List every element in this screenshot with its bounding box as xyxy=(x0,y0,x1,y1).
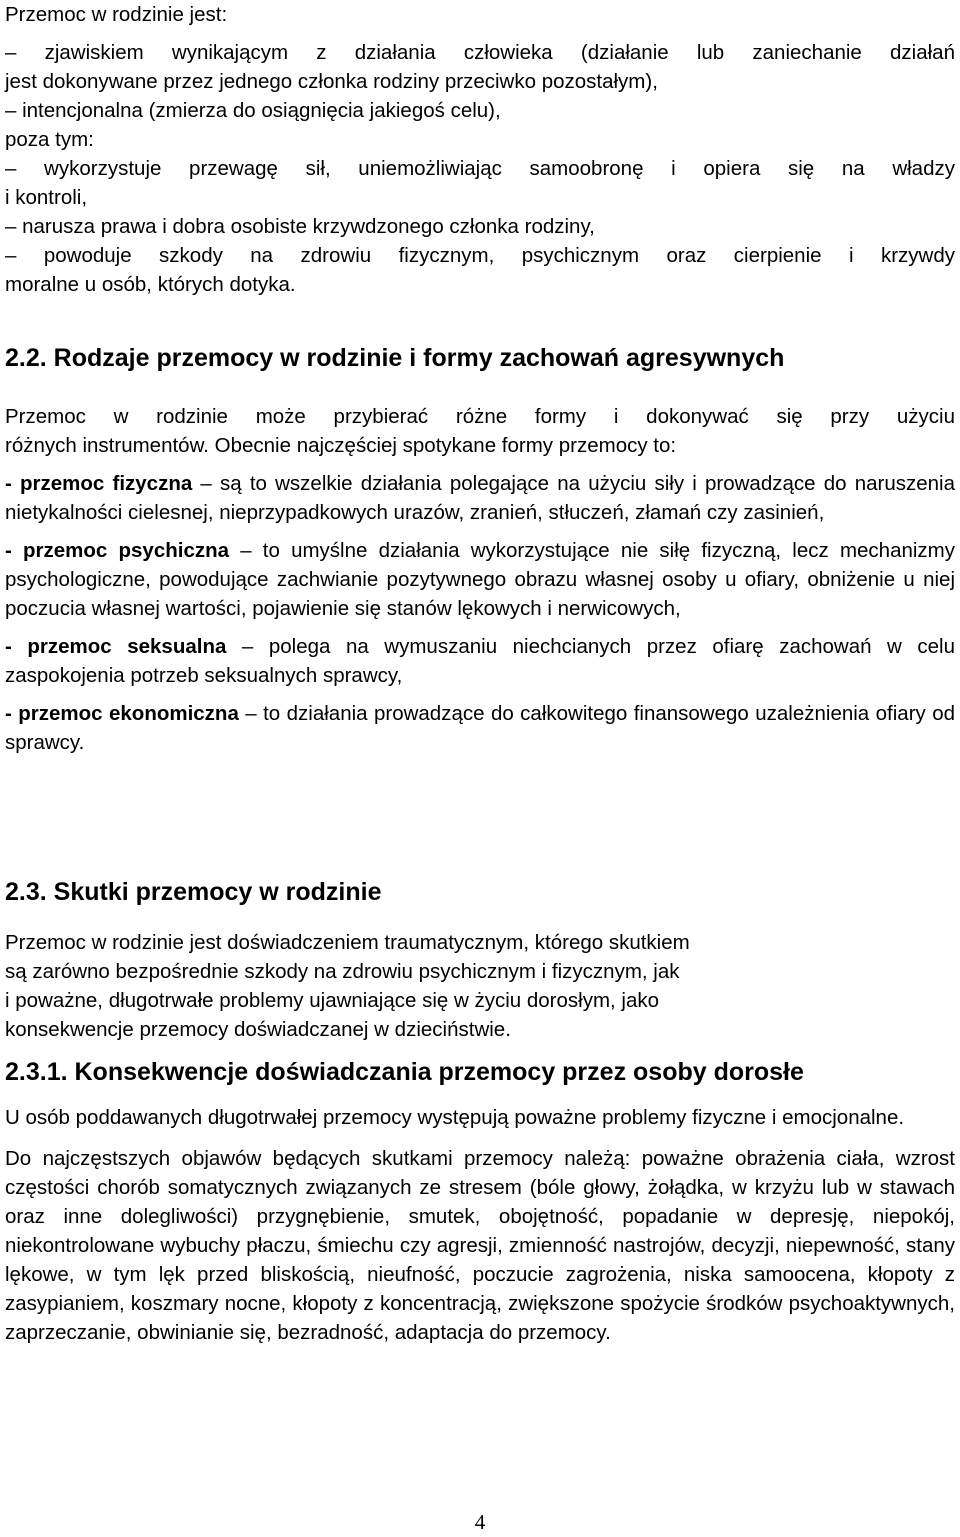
section-2-2-heading: 2.2. Rodzaje przemocy w rodzinie i formy zachowań agresywnych xyxy=(5,344,785,372)
intro-line-9: moralne u osób, których dotyka. xyxy=(5,273,296,296)
form-description: – są to wszelkie działania polegające na użyciu siły i prowadzące do naruszenia nietykalności cielesnej, nieprzypadkowych urazów, zranień, stłuczeń, złamań czy zasinień, xyxy=(5,472,955,524)
section-2-3-line-3: i poważne, długotrwałe problemy ujawniające się w życiu dorosłym, jako xyxy=(5,989,660,1012)
form-dash: - xyxy=(5,472,21,495)
form-term: przemoc fizyczna xyxy=(20,472,193,495)
page-number: 4 xyxy=(474,1510,486,1534)
form-description: – to działania prowadzące do całkowitego finansowego uzależnienia ofiary od sprawcy. xyxy=(5,702,955,754)
intro-line-6: i kontroli, xyxy=(5,186,88,209)
violence-form-physical xyxy=(5,469,955,527)
section-2-3-line-1: Przemoc w rodzinie jest doświadczeniem traumatycznym, którego skutkiem xyxy=(5,931,690,954)
intro-line-7: – narusza prawa i dobra osobiste krzywdzonego członka rodziny, xyxy=(5,215,595,238)
section-2-2-intro-line-2: różnych instrumentów. Obecnie najczęściej spotykane formy przemocy to: xyxy=(5,434,677,457)
section-2-3-line-4: konsekwencje przemocy doświadczanej w dzieciństwie. xyxy=(5,1018,511,1041)
form-description: – to umyślne działania wykorzystujące nie siłę fizyczną, lecz mechanizmy psychologiczne, powodujące zachwianie pozytywnego obrazu własnej osoby u ofiary, obniżenie u niej poczucia własnej wartości, pojawienie się stanów lękowych i nerwicowych, xyxy=(5,539,956,620)
form-dash: - xyxy=(5,635,28,658)
section-2-3-1 xyxy=(5,1055,955,1347)
form-term: przemoc seksualna xyxy=(27,635,227,658)
intro-line-1: – zjawiskiem wynikającym z działania człowieka (działanie lub zaniechanie działań xyxy=(5,41,955,64)
section-2-3-1-paragraph-1: U osób poddawanych długotrwałej przemocy występują poważne problemy fizyczne i emocjonalne. xyxy=(5,1106,905,1129)
section-2-3-heading: 2.3. Skutki przemocy w rodzinie xyxy=(5,878,382,906)
form-dash: - xyxy=(5,702,19,725)
section-2-2 xyxy=(5,341,955,757)
intro-line-2: jest dokonywane przez jednego członka rodziny przeciwko pozostałym), xyxy=(5,70,658,93)
form-description: – polega na wymuszaniu niechcianych przez ofiarę zachowań w celu zaspokojenia potrzeb seksualnych sprawcy, xyxy=(5,635,955,687)
violence-form-psychological xyxy=(5,536,955,623)
section-2-3-1-heading: 2.3.1. Konsekwencje doświadczania przemocy przez osoby dorosłe xyxy=(5,1058,804,1086)
form-dash: - xyxy=(5,539,24,562)
section-2-3-1-paragraph-2: Do najczęstszych objawów będących skutkami przemocy należą: poważne obrażenia ciała, wzrost częstości chorób somatycznych związanych ze stresem (bóle głowy, żołądka, w krzyżu lub w stawach oraz inne dolegliwości) przygnębienie, smutek, obojętność, popadanie w depresję, niepokój, niekontrolowane wybuchy płaczu, śmiechu czy agresji, zmienność nastrojów, decyzji, niepewność, stany lękowe, w tym lęk przed bliskością, nieufność, poczucie zagrożenia, niska samoocena, kłopoty z zasypianiem, koszmary nocne, kłopoty z koncentracją, zwiększone spożycie środków psychoaktywnych, zaprzeczanie, obwinianie się, bezradność, adaptacja do przemocy. xyxy=(5,1147,955,1344)
intro-line-5: – wykorzystuje przewagę sił, uniemożliwiając samoobronę i opiera się na władzy xyxy=(5,157,955,180)
intro-section xyxy=(5,0,955,299)
intro-title: Przemoc w rodzinie jest: xyxy=(5,3,228,26)
section-2-3 xyxy=(5,875,955,1044)
intro-line-4: poza tym: xyxy=(5,128,94,151)
intro-line-8: – powoduje szkody na zdrowiu fizycznym, psychicznym oraz cierpienie i krzywdy xyxy=(5,244,955,267)
form-term: przemoc ekonomiczna xyxy=(18,702,239,725)
intro-line-3: – intencjonalna (zmierza do osiągnięcia jakiegoś celu), xyxy=(5,99,501,122)
form-term: przemoc psychiczna xyxy=(23,539,230,562)
section-2-3-line-2: są zarówno bezpośrednie szkody na zdrowiu psychicznym i fizycznym, jak xyxy=(5,960,680,983)
section-2-2-intro-line-1: Przemoc w rodzinie może przybierać różne formy i dokonywać się przy użyciu xyxy=(5,405,955,428)
violence-form-sexual xyxy=(5,632,955,690)
violence-form-economic xyxy=(5,699,955,757)
